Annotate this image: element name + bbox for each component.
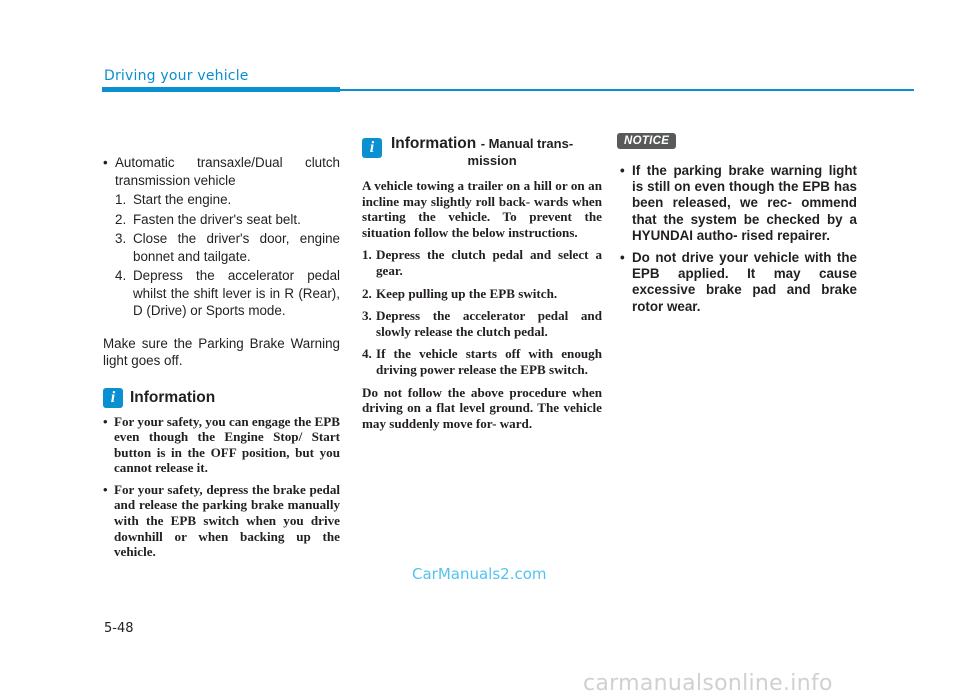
step-text: Depress the accelerator pedal and slowly release the clutch pedal.	[376, 308, 602, 339]
information-bullets	[103, 414, 340, 560]
notice-item	[620, 250, 857, 315]
bullet-mark: •	[103, 413, 108, 429]
manual-step	[362, 308, 602, 339]
step-text: Depress the clutch pedal and select a gear.	[376, 247, 602, 278]
heading-subtitle: - Manual trans-	[480, 136, 574, 151]
step-number: 2.	[362, 285, 372, 301]
start-step	[115, 191, 340, 209]
column-middle	[362, 135, 602, 431]
information-bullet-text: For your safety, depress the brake pedal and release the parking brake manually with the EPB switch when you drive downhill or when backing up the vehicle.	[114, 481, 340, 560]
info-icon: i	[362, 138, 382, 158]
heading-subtitle-continued: mission	[467, 153, 517, 168]
step-number: 3.	[362, 308, 372, 324]
information-label: Information	[391, 135, 477, 152]
start-steps-list	[103, 191, 340, 320]
step-text: Start the engine.	[133, 192, 232, 207]
notice-item	[620, 163, 857, 244]
step-number: 4.	[115, 268, 127, 283]
header-rule-thin	[340, 89, 914, 91]
transmission-bullet	[103, 154, 340, 189]
step-text: Depress the accelerator pedal whilst the shift lever is in R (Rear), D (Drive) or Sports mode.	[133, 268, 340, 318]
information-bullet	[103, 414, 340, 476]
header-rule-thick	[102, 87, 340, 92]
step-text: If the vehicle starts off with enough driving power release the EPB switch.	[376, 346, 602, 377]
step-text: Fasten the driver's seat belt.	[133, 211, 301, 227]
bullet-mark: •	[620, 250, 625, 266]
page-number: 5-48	[104, 621, 134, 636]
start-step	[115, 211, 340, 229]
start-step	[115, 267, 340, 320]
step-number: 1.	[362, 247, 372, 263]
notice-item-text: If the parking brake warning light is still on even though the EPB has been released, we rec- ommend that the system be checked by a HYUNDAI autho- rised repairer.	[632, 163, 857, 243]
manual-step	[362, 346, 602, 377]
step-text: Keep pulling up the EPB switch.	[376, 285, 558, 301]
column-left	[103, 154, 340, 566]
bullet-mark: •	[103, 481, 108, 497]
transmission-bullet-text: Automatic transaxle/Dual clutch transmission vehicle	[115, 155, 340, 188]
manual-step	[362, 286, 602, 302]
bullet-mark: •	[620, 163, 625, 178]
manual-transmission-heading	[362, 135, 602, 168]
heading-text-wrap	[391, 135, 573, 168]
info-icon: i	[103, 388, 123, 408]
notice-badge: NOTICE	[617, 133, 676, 149]
flat-ground-warning: Do not follow the above procedure when driving on a flat level ground. The vehicle may suddenly move for- ward.	[362, 384, 602, 431]
step-number: 4.	[362, 346, 372, 362]
bullet-mark: •	[103, 155, 108, 170]
step-number: 2.	[115, 211, 127, 227]
information-bullet-text: For your safety, you can engage the EPB even though the Engine Stop/ Start button is in the OFF position, but you cannot release it.	[114, 413, 340, 476]
information-label: Information	[130, 388, 216, 406]
information-bullet	[103, 482, 340, 560]
step-text: Close the driver's door, engine bonnet and tailgate.	[133, 231, 340, 264]
step-number: 1.	[115, 192, 127, 207]
section-title: Driving your vehicle	[104, 68, 249, 84]
towing-intro-paragraph: A vehicle towing a trailer on a hill or on an incline may slightly roll back- wards when starting the vehicle. To prevent the situation follow the below instructions.	[362, 178, 602, 240]
start-step	[115, 230, 340, 265]
notice-item-text: Do not drive your vehicle with the EPB applied. It may cause excessive brake pad and brake rotor wear.	[632, 250, 857, 314]
watermark-link[interactable]: CarManuals2.com	[412, 565, 547, 583]
notice-list	[620, 163, 857, 315]
column-right	[617, 131, 857, 321]
information-heading	[103, 388, 340, 408]
step-number: 3.	[115, 231, 127, 246]
manual-step	[362, 247, 602, 278]
warning-light-paragraph: Make sure the Parking Brake Warning light goes off.	[103, 335, 340, 368]
footer-site-watermark: carmanualsonline.info	[583, 671, 833, 696]
